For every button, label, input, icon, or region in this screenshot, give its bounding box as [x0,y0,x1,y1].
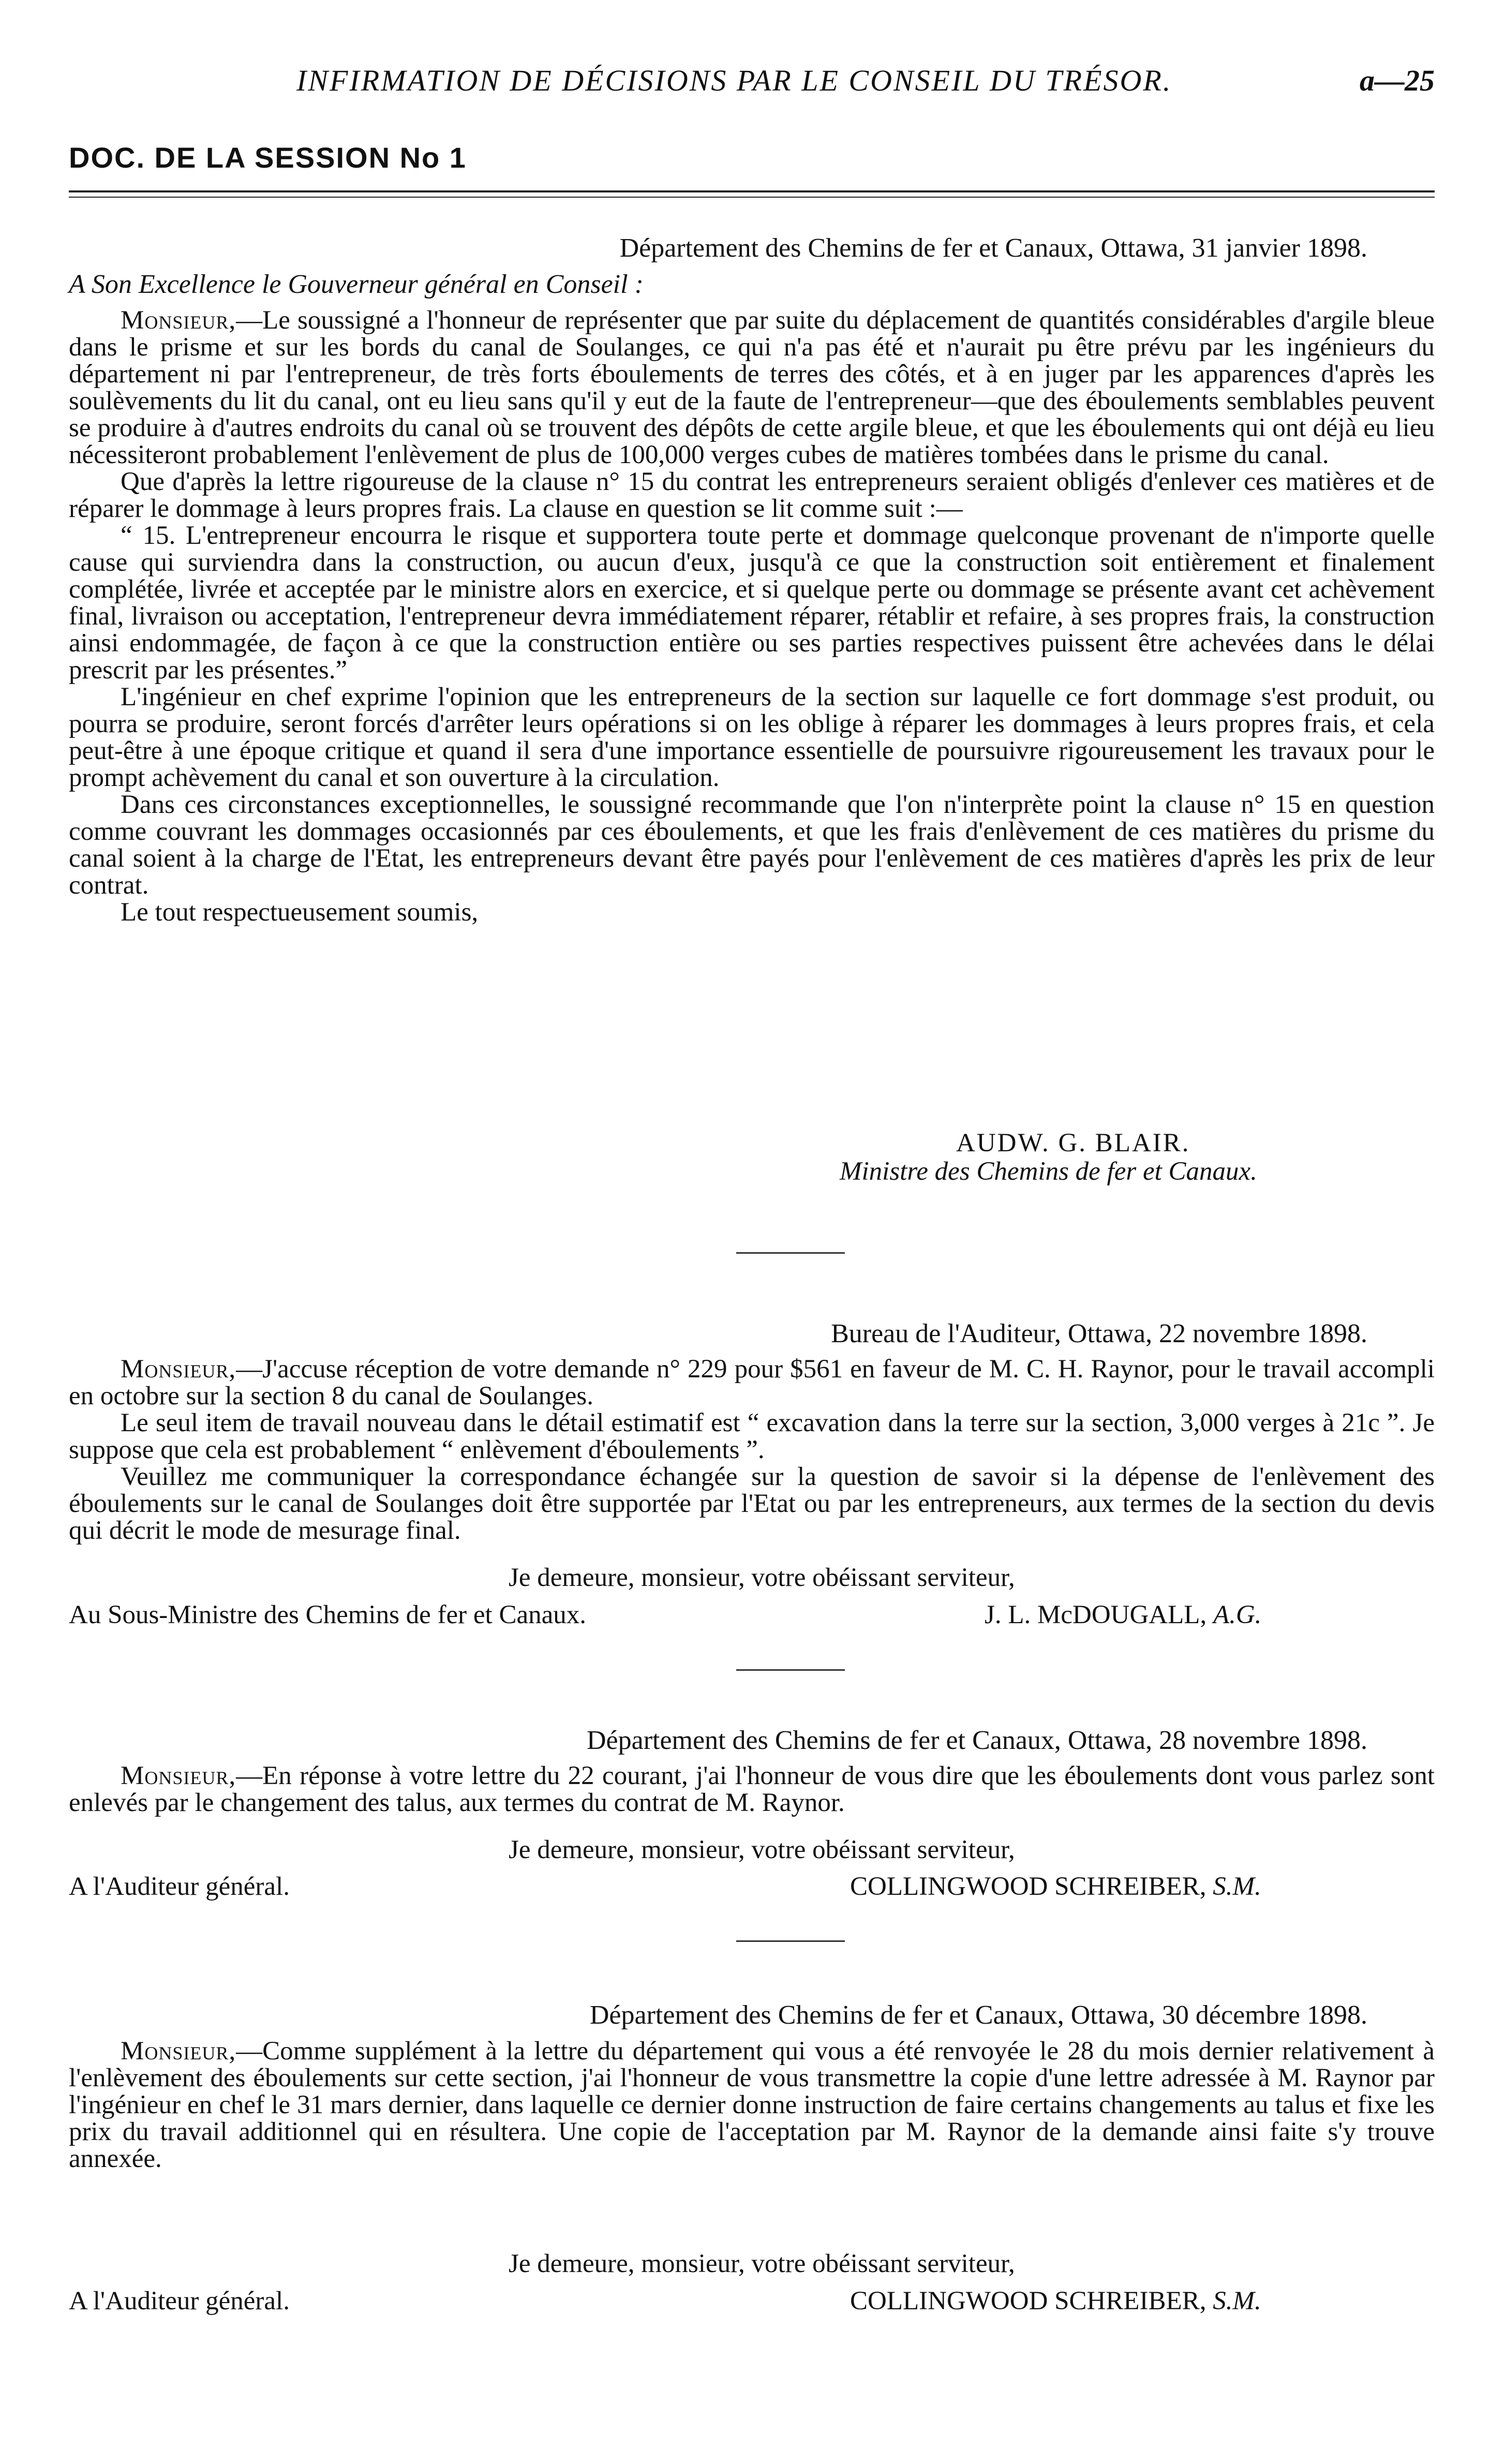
letter2-paragraph: Monsieur,—J'accuse réception de votre demande n° 229 pour $561 en faveur de M. C. H. Raynor, pour le travail accompli en octobre sur la section 8 du canal de Soulanges. [69,1355,1435,1411]
letter2-recipient: Au Sous-Ministre des Chemins de fer et Canaux. [69,1600,587,1629]
letter3-dateline: Département des Chemins de fer et Canaux, Ottawa, 28 novembre 1898. [587,1726,1367,1755]
session-document-label: DOC. DE LA SESSION No 1 [69,141,467,174]
letter2-body [69,1356,1435,1544]
letter4-signature-name: COLLINGWOOD SCHREIBER, [850,2287,1206,2315]
letter2-signature-name: J. L. McDOUGALL, [985,1600,1207,1629]
letter4-closing: Je demeure, monsieur, votre obéissant serviteur, [509,2249,1015,2278]
letter4-recipient: A l'Auditeur général. [69,2287,290,2315]
letter4-salutation: Monsieur, [121,2037,236,2066]
letter1-addressee: A Son Excellence le Gouverneur général en Conseil : [69,270,644,299]
letter4-signature [850,2286,1261,2316]
section-separator [736,1940,845,1942]
letter3-signature-title: S.M. [1213,1872,1261,1901]
section-separator [736,1252,845,1254]
letter1-dateline: Département des Chemins de fer et Canaux, Ottawa, 31 janvier 1898. [619,233,1367,263]
letter1-quoted-clause: “ 15. L'entrepreneur encourra le risque et supportera toute perte et dommage quelconque provenant de n'importe quelle cause qui surviendra dans la construction, ou aucun d'eux, jusqu'à ce que la construction soit entièrement et finalement complétée, livrée et acceptée par le ministre alors en exercice, et si quelque perte ou dommage se présente avant cet achèvement final, livraison ou acceptation, l'entrepreneur devra immédiatement réparer, rétablir et refaire, à ses propres frais, la construction ainsi endommagée, de façon à ce que la construction entière ou ses parties respectives puissent être achevées dans le délai prescrit par les présentes.” [69,521,1435,685]
letter3-closing: Je demeure, monsieur, votre obéissant serviteur, [509,1835,1015,1864]
section-separator [736,1669,845,1671]
letter2-signature-title: A.G. [1213,1600,1262,1629]
letter1-paragraph: Dans ces circonstances exceptionnelles, le soussigné recommande que l'on n'interprète point la clause n° 15 en question comme couvrant les dommages occasionnés par ces éboulements, et que les frais d'enlèvement de ces matières du prisme du canal soient à la charge de l'Etat, les entrepreneurs devant être payés pour l'enlèvement de ces matières d'après les prix de leur contrat. [69,790,1435,900]
letter1-paragraph: L'ingénieur en chef exprime l'opinion que les entrepreneurs de la section sur laquelle ce fort dommage s'est produit, ou pourra se produire, seront forcés d'arrêter leurs opérations si on les oblige à réparer les dommages à leurs propres frais, et cela peut-être à une époque critique et quand il sera d'une importance essentielle de poursuivre rigoureusement les travaux pour le prompt achèvement du canal et son ouverture à la circulation. [69,682,1435,792]
letter2-paragraph: Veuillez me communiquer la correspondance échangée sur la question de savoir si la dépense de l'enlèvement des éboulements sur le canal de Soulanges doit être supportée par l'Etat ou par les entrepreneurs, aux termes de la section du devis qui décrit le mode de mesurage final. [69,1462,1435,1545]
letter1-body [69,307,1435,926]
letter2-dateline: Bureau de l'Auditeur, Ottawa, 22 novembre 1898. [831,1319,1367,1348]
letter3-salutation: Monsieur, [121,1761,236,1790]
letter1-paragraph: Que d'après la lettre rigoureuse de la clause n° 15 du contrat les entrepreneurs seraient obligés d'enlever ces matières et de réparer le dommage à leurs propres frais. La clause en question se lit comme suit :— [69,467,1435,523]
letter2-salutation: Monsieur, [121,1355,236,1384]
letter1-closing: Le tout respectueusement soumis, [121,898,479,927]
page-number: a—25 [1360,64,1435,97]
letter4-signature-title: S.M. [1213,2287,1261,2315]
letter1-salutation: Monsieur, [121,306,236,335]
header-double-rule [69,190,1435,198]
letter3-signature [850,1872,1261,1902]
letter3-paragraph: Monsieur,—En réponse à votre lettre du 22 courant, j'ai l'honneur de vous dire que les éboulements dont vous parlez sont enlevés par le changement des talus, aux termes du contrat de M. Raynor. [69,1761,1435,1817]
letter4-dateline: Département des Chemins de fer et Canaux, Ottawa, 30 décembre 1898. [589,2000,1367,2030]
letter3-body [69,1762,1435,1816]
letter3-recipient: A l'Auditeur général. [69,1872,290,1901]
letter2-paragraph: Le seul item de travail nouveau dans le détail estimatif est “ excavation dans la terre sur la section, 3,000 verges à 21c ”. Je suppose que cela est probablement “ enlèvement d'éboulements ”. [69,1408,1435,1464]
letter4-paragraph: Monsieur,—Comme supplément à la lettre du département qui vous a été renvoyée le 28 du mois dernier relativement à l'enlèvement des éboulements sur cette section, j'ai l'honneur de vous transmettre la copie d'une lettre adressée à M. Raynor par l'ingénieur en chef le 31 mars dernier, dans laquelle ce dernier donne instruction de faire certains changements au talus et fixe les prix du travail additionnel qui en résultera. Une copie de l'acceptation par M. Raynor de la demande ainsi faite s'y trouve annexée. [69,2037,1435,2173]
running-head [224,63,1435,105]
letter1-signature-name: AUDW. G. BLAIR. [956,1129,1190,1157]
letter2-closing: Je demeure, monsieur, votre obéissant serviteur, [509,1563,1015,1592]
letter1-signature-title: Ministre des Chemins de fer et Canaux. [840,1157,1257,1186]
letter1-paragraph: Monsieur,—Le soussigné a l'honneur de représenter que par suite du déplacement de quantités considérables d'argile bleue dans le prisme et sur les bords du canal de Soulanges, ce qui n'a pas été et n'aurait pu être prévu par les ingénieurs du département ni par l'entrepreneur, de très forts éboulements de terres des côtés, et à en juger par les apparences d'après les soulèvements du lit du canal, ont eu lieu sans qu'il y eut de la faute de l'entrepreneur—que des éboulements semblables peuvent se produire à d'autres endroits du canal où se trouvent des dépôts de cette argile bleue, et que les éboulements qui ont déjà eu lieu nécessiteront probablement l'enlèvement de plus de 100,000 verges cubes de matières tombées dans le prisme du canal. [69,306,1435,469]
letter3-signature-name: COLLINGWOOD SCHREIBER, [850,1872,1206,1901]
letter4-body [69,2038,1435,2172]
running-title: INFIRMATION DE DÉCISIONS PAR LE CONSEIL DU TRÉSOR. [296,64,1172,97]
letter2-signature [985,1600,1261,1630]
